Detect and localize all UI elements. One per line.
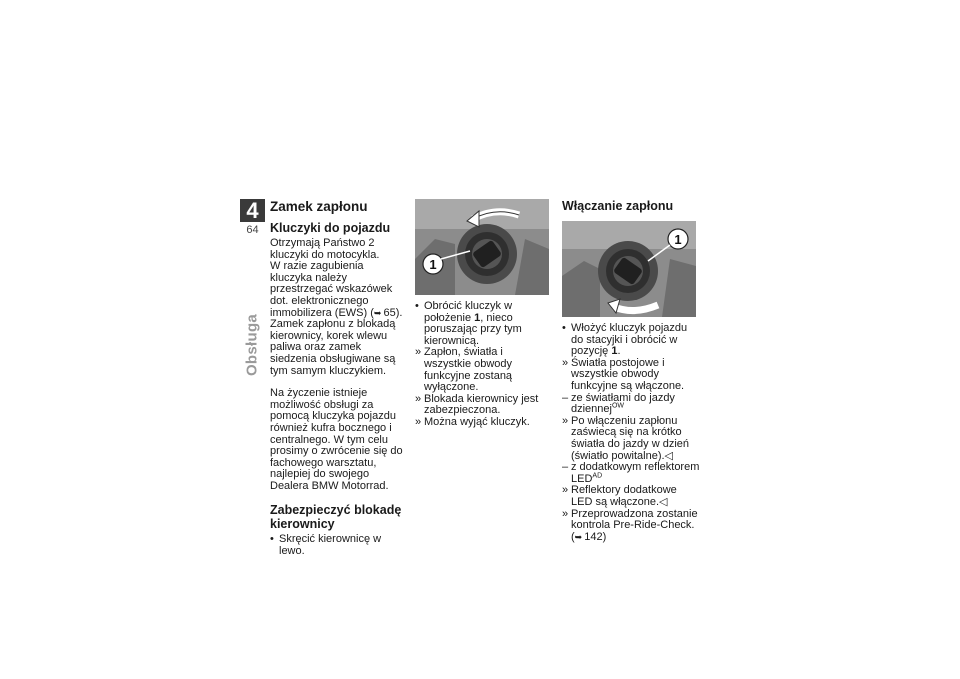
option-code: AD <box>592 472 603 480</box>
photo-callout: 1 <box>429 257 437 272</box>
section-side-label <box>239 300 265 390</box>
ignition-lock-photo-left <box>415 199 549 295</box>
paragraph: Otrzymają Państwo 2 kluczyki do motocykla. <box>270 237 380 261</box>
page-reference: ➥ 142) <box>575 531 607 543</box>
ignition-lock-photo-right <box>562 221 696 317</box>
result-item: » Światła postojowe i wszystkie obwody funkcyjne są włączone. <box>562 356 685 392</box>
photo-callout: 1 <box>674 232 682 247</box>
result-item: » Zapłon, światła i wszystkie obwody funkcyjne zostaną wyłączone. <box>415 346 513 394</box>
column-1 <box>270 199 408 558</box>
ignition-on-heading: Włączanie zapłonu <box>562 199 674 213</box>
result-item: » Można wyjąć kluczyk. <box>415 415 530 428</box>
chapter-number-tab: 4 <box>240 199 265 222</box>
bullet-item: • Włożyć kluczyk pojazdu do stacyjki i obrócić w pozycję 1. <box>562 322 688 358</box>
steering-lock-heading: Zabezpieczyć blokadę kierownicy <box>270 503 402 532</box>
keys-heading: Kluczyki do pojazdu <box>270 221 391 235</box>
page-title: Zamek zapłonu <box>270 199 368 214</box>
paragraph: Na życzenie istnieje możliwość obsługi za pomocą kluczyka pojazdu również kufra bocznego i centralnego. W tym celu prosimy o zwrócenie się do fachowego warsztatu, najlepiej do swojego Dealera BMW Motorrad. <box>270 387 403 492</box>
column-3 <box>562 199 700 543</box>
page-reference: ➥ 65). <box>374 307 403 319</box>
bullet-item: • Skręcić kierownicę w lewo. <box>270 533 382 558</box>
page-number: 64 <box>246 224 259 236</box>
paragraph: Zamek zapłonu z blokadą kierownicy, korek wlewu paliwa oraz zamek siedzenia obsługiwane są tym samym kluczykiem. <box>270 318 396 377</box>
result-item: » Przeprowadzona zostanie kontrola Pre-Ride-Check. (➥ 142) <box>562 509 700 544</box>
result-item: » Blokada kierownicy jest zabezpieczona. <box>415 392 539 417</box>
condition-item: – z dodatkowym reflektorem $LED^{AD}$ <box>562 461 700 485</box>
result-item: » Reflektory dodatkowe LED są włączone.◁ <box>562 484 677 508</box>
option-code: OW <box>611 402 625 410</box>
bullet-item: • Obrócić kluczyk w położenie 1, nieco poruszając przy tym kierownicą. <box>415 300 522 347</box>
column-2 <box>415 199 550 429</box>
section-label-text: Obsługa <box>243 313 261 377</box>
paragraph-text: W razie zagubienia kluczyka należy przestrzegać wskazówek dot. elektronicznego immobilizera (EWS) <box>270 260 393 319</box>
paragraph: W razie zagubienia kluczyka należy przestrzegać wskazówek dot. elektronicznego immobilizera (EWS) (➥ 65). <box>270 261 408 319</box>
condition-item: – ze światłami do jazdy dziennej$^{OW}$ <box>562 391 675 416</box>
result-item: » Po włączeniu zapłonu zaświecą się na krótko światła do jazdy w dzień (światło powitalne).◁ <box>562 414 690 462</box>
